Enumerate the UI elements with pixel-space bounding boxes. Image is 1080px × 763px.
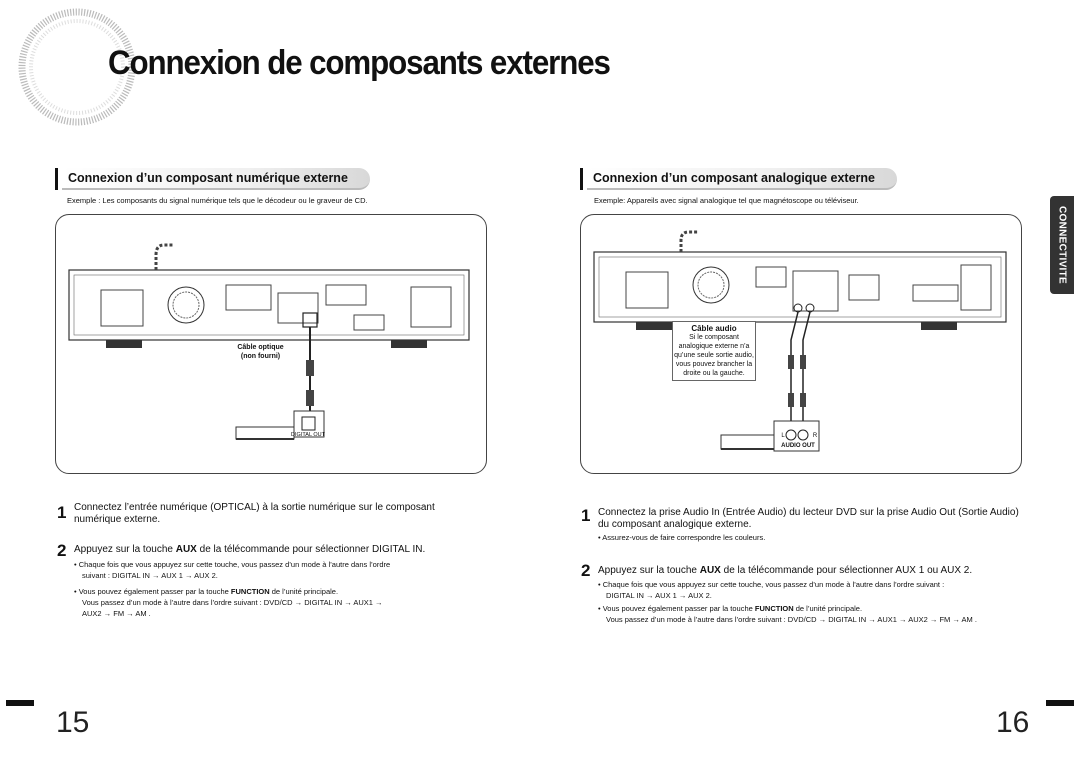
left-channel-label: L <box>781 433 785 439</box>
left-section-heading: Connexion d’un composant numérique externe <box>55 168 370 190</box>
right-step-2-number: 2 <box>581 561 591 580</box>
right-diagram-panel <box>580 214 1022 474</box>
left-bullet-1: • Chaque fois que vous appuyez sur cette touche, vous passez d’un mode à l’autre dans l’ordre suivant : DIGITAL IN → AUX 1 → AUX 2. <box>74 560 391 580</box>
left-step-1-number: 1 <box>57 503 67 522</box>
analog-connection-diagram <box>581 215 1021 473</box>
right-example-text: Exemple: Appareils avec signal analogique tel que magnétoscope ou téléviseur. <box>594 196 859 205</box>
audio-out-label: AUDIO OUT <box>781 443 815 449</box>
left-step-2-text: Appuyez sur la touche AUX de la télécommande pour sélectionner DIGITAL IN. <box>74 544 426 555</box>
right-step-1-bullet: • Assurez-vous de faire correspondre les couleurs. <box>598 533 766 542</box>
left-footer-dash <box>6 700 34 706</box>
right-step-1-text: Connectez la prise Audio In (Entrée Audio) du lecteur DVD sur la prise Audio Out (Sortie Audio) du composant analogique externe. <box>598 507 1019 530</box>
left-example-text: Exemple : Les composants du signal numérique tels que le décodeur ou le graveur de CD. <box>67 196 368 205</box>
left-bullet-2: • Vous pouvez également passer par la touche FUNCTION de l’unité principale. Vous passez d’un mode à l’autre dans l’ordre suivant : DVD/CD → DIGITAL IN → AUX1 → AUX2 → FM → AM . <box>74 587 383 618</box>
left-step-1-text: Connectez l’entrée numérique (OPTICAL) à la sortie numérique sur le composant numérique externe. <box>74 502 435 525</box>
digital-out-label: DIGITAL OUT <box>291 432 325 438</box>
right-step-2-text: Appuyez sur la touche AUX de la télécommande pour sélectionner AUX 1 ou AUX 2. <box>598 565 973 576</box>
optical-cable-label: Câble optique (non fourni) <box>237 344 284 360</box>
page-number-right: 16 <box>996 706 1030 739</box>
connectivite-side-tab: CONNECTIVITE <box>1050 196 1074 294</box>
audio-cable-note: Câble audio Si le composant analogique externe n’a qu’une seule sortie audio, vous pouvez brancher la droite ou la gauche. <box>672 321 756 381</box>
page-title: Connexion de composants externes <box>108 44 610 82</box>
left-step-2-number: 2 <box>57 541 67 560</box>
page-number-left: 15 <box>56 706 90 739</box>
right-bullet-2: • Vous pouvez également passer par la touche FUNCTION de l’unité principale. Vous passez d’un mode à l’autre dans l’ordre suivant : DVD/CD → DIGITAL IN → AUX1 → AUX2 → FM → AM . <box>598 604 977 624</box>
right-step-1-number: 1 <box>581 506 591 525</box>
right-channel-label: R <box>812 433 818 439</box>
right-section-heading: Connexion d’un composant analogique externe <box>580 168 897 190</box>
right-footer-dash <box>1046 700 1074 706</box>
right-bullet-1: • Chaque fois que vous appuyez sur cette touche, vous passez d’un mode à l’autre dans l’ordre suivant : DIGITAL IN → AUX 1 → AUX 2. <box>598 580 945 600</box>
